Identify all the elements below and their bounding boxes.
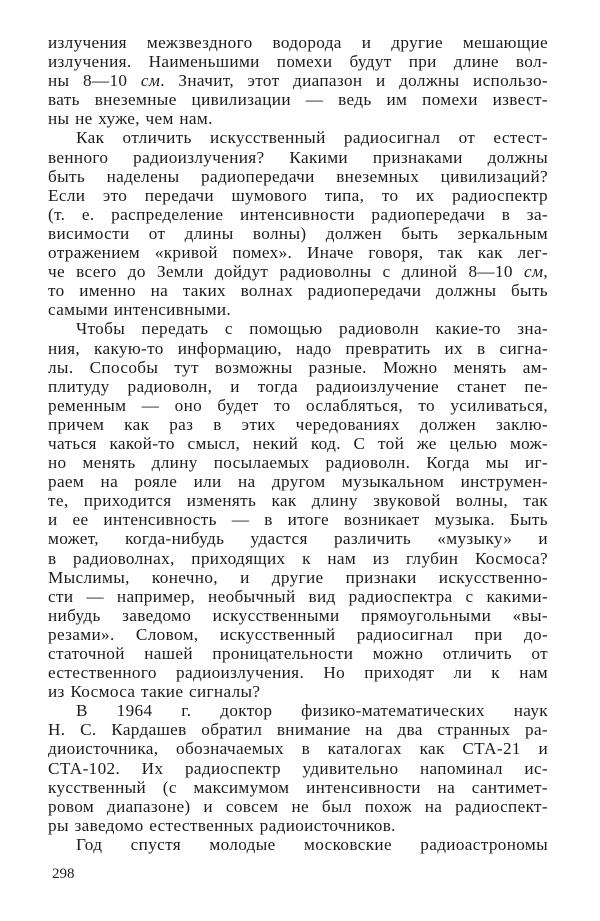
text-line [48,510,548,529]
text-line [48,167,548,186]
text-segment: те, приходится изменять как длину звуковой волны, так [48,491,548,511]
text-line [48,720,548,739]
text-line [48,568,548,587]
text-line [48,109,548,128]
text-segment: ния, какую-то информацию, надо превратить их в сигна- [48,338,548,358]
text-segment: Если это передачи шумового типа, то их радиоспектр [48,185,548,205]
text-segment: кусственный (с максимумом интенсивности на сантимет- [48,777,548,797]
paragraph [48,128,548,319]
text-segment: , [543,262,548,282]
text-segment: излучения межзвездного водорода и другие мешающие [48,33,548,52]
text-line [48,587,548,606]
text-segment: ны 8—10 [48,71,141,91]
text-segment: и ее интенсивность — в итоге возникает музыка. Быть [48,510,548,530]
text-line [48,186,548,205]
text-line [48,644,548,663]
text-segment: ры заведомо естественных радиоисточников. [48,815,396,835]
text-segment: статочной нашей проницательности можно отличить от [48,644,548,663]
text-line [48,148,548,167]
text-line [48,778,548,797]
text-line [48,434,548,453]
text-segment: Год спустя молодые московские радиоастрономы [76,834,548,854]
text-line [48,243,548,262]
text-line [48,606,548,625]
text-segment: то именно на таких волнах радиопередачи должны быть [48,281,548,301]
text-segment: Как отличить искусственный радиосигнал от естест- [76,128,548,148]
text-segment: резами». Словом, искусственный радиосигнал при до- [48,624,548,644]
text-line [48,71,548,90]
text-line [48,224,548,243]
text-segment: (т. е. распределение интенсивности радиопередачи в за- [48,204,548,224]
text-segment: естественного радиоизлучения. Но приходят ли к нам [48,663,548,683]
text-segment: Мыслимы, конечно, и другие признаки искусственно- [48,567,548,587]
text-segment: в радиоволнах, приходящих к нам из глубин Космоса? [48,548,548,568]
text-line [48,415,548,434]
text-line [48,205,548,224]
text-line [48,549,548,568]
paragraph [48,835,548,854]
text-line [48,128,548,147]
text-line [48,701,548,720]
paragraph [48,701,548,835]
text-segment: сти — например, необычный вид радиоспектра с какими- [48,586,548,606]
text-line [48,739,548,758]
text-segment: но менять длину посылаемых радиоволн. Когда мы иг- [48,453,548,473]
text-segment: отражением «кривой помех». Иначе говоря, так как лег- [48,243,548,263]
text-segment: чаться какой-то смысл, некий код. С той же целью мож- [48,433,548,453]
text-segment: Чтобы передать с помощью радиоволн какие-то зна- [76,319,548,339]
text-segment: ровом диапазоне) и совсем не был похож на радиоспект- [48,796,548,816]
text-segment: ны не хуже, чем нам. [48,109,213,129]
text-line [48,816,548,835]
text-segment: СТА-102. Их радиоспектр удивительно напоминал ис- [48,758,548,778]
text-segment: че всего до Земли дойдут радиоволны с длиной 8—10 [48,262,525,282]
text-segment: излучения. Наименьшими помехи будут при длине вол- [48,52,548,72]
text-segment: диоисточника, обозначаемых в каталогах как СТА-21 и [48,739,548,759]
text-line [48,491,548,510]
text-line [48,797,548,816]
text-segment: плитуду радиоволн, и тогда радиоизлучение станет пе- [48,376,548,396]
text-segment: быть наделены радиопередачи внеземных цивилизаций? [48,166,548,186]
text-line [48,759,548,778]
text-line [48,377,548,396]
text-segment: самыми интенсивными. [48,300,232,320]
paragraph [48,33,548,128]
text-segment: Н. С. Кардашев обратил внимание на два странных ра- [48,720,548,740]
text-line [48,52,548,71]
text-segment: В 1964 г. доктор физико-математических наук [76,701,548,721]
text-line [48,33,548,52]
text-segment: может, когда-нибудь удастся различить «музыку» и [48,529,548,549]
italic-unit: см [140,71,161,91]
text-line [48,529,548,548]
page-number: 298 [52,866,75,882]
text-segment: висимости от длины волны) должен быть зеркальным [48,223,548,243]
text-line [48,682,548,701]
paragraph [48,319,548,701]
text-line [48,281,548,300]
italic-unit: см [524,262,544,282]
text-line [48,835,548,854]
text-line [48,625,548,644]
text-line [48,319,548,338]
text-segment: . Значит, этот диапазон и должны использо- [160,71,548,91]
text-segment: причем как раз в этих чередованиях должен заклю- [48,414,548,434]
text-segment: раем на рояле или на другом музыкальном инструмен- [48,472,548,492]
text-segment: ременным — оно будет то ослабляться, то усиливаться, [48,395,548,415]
text-segment: нибудь заведомо искусственными прямоугольными «вы- [48,605,548,625]
text-segment: из Космоса такие сигналы? [48,682,261,702]
text-segment: вать внеземные цивилизации — ведь им помехи извест- [48,90,548,110]
text-line [48,358,548,377]
text-line [48,472,548,491]
text-line [48,262,548,281]
text-line [48,396,548,415]
book-page-text [48,33,548,854]
text-segment: лы. Способы тут возможны разные. Можно менять ам- [48,357,548,377]
text-segment: венного радиоизлучения? Какими признаками должны [48,147,548,167]
text-line [48,453,548,472]
text-line [48,300,548,319]
text-line [48,90,548,109]
text-line [48,663,548,682]
text-line [48,339,548,358]
